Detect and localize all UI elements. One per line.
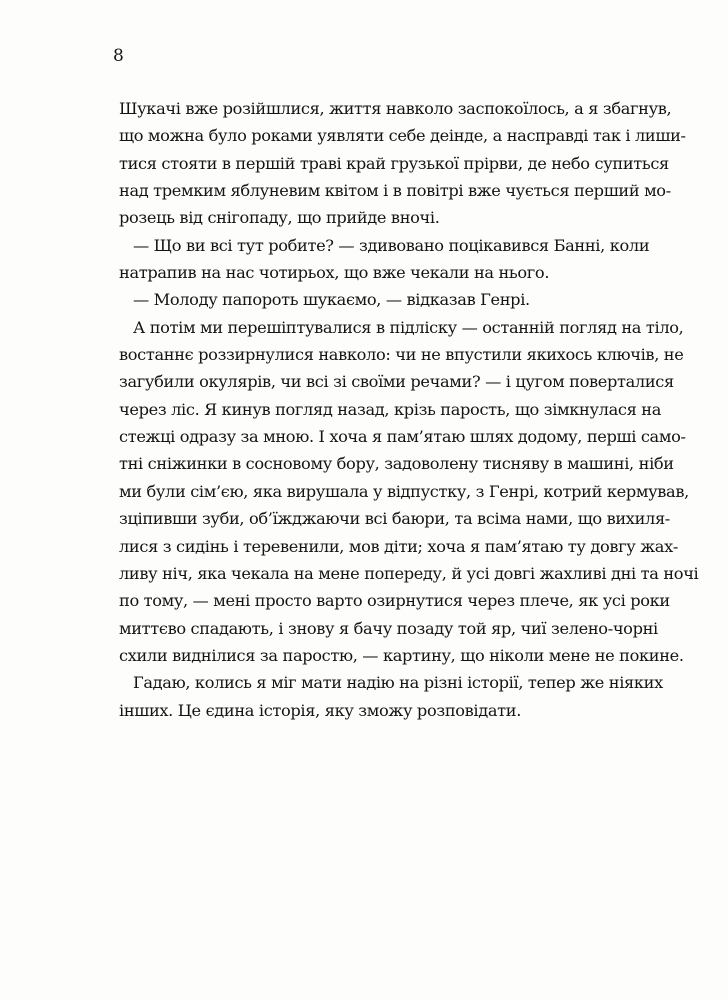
text-line: востаннє роззирнулися навколо: чи не впустили якихось ключів, не bbox=[119, 345, 684, 365]
text-line: що можна було роками уявляти себе деінде, а насправді так і лиши- bbox=[119, 126, 686, 146]
text-line: — Що ви всі тут робите? — здивовано поцікавився Банні, коли bbox=[133, 235, 650, 255]
text-line: Шукачі вже розійшлися, життя навколо заспокоїлось, а я збагнув, bbox=[119, 99, 672, 118]
text-line: лися з сидінь і теревенили, мов діти; хоча я пам’ятаю ту довгу жах- bbox=[119, 536, 678, 556]
text-line: — Молоду папороть шукаємо, — відказав Генрі. bbox=[133, 290, 530, 310]
text-line: зціпивши зуби, об’їжджаючи всі баюри, та всіма нами, що вихиля- bbox=[119, 509, 670, 529]
text-line: по тому, — мені просто варто озирнутися через плече, як усі роки bbox=[119, 591, 670, 611]
text-line: над тремким яблуневим квітом і в повітрі вже чується перший мо- bbox=[119, 181, 671, 201]
text-line: тися стояти в першій траві край грузької прірви, де небо супиться bbox=[119, 153, 669, 173]
text-line: розець від снігопаду, що прийде вночі. bbox=[119, 208, 440, 228]
text-line: загубили окулярів, чи всі зі своїми речами? — і цугом поверталися bbox=[119, 372, 674, 392]
body-text bbox=[119, 95, 699, 724]
text-line: миттєво спадають, і знову я бачу позаду той яр, чиї зелено-чорні bbox=[119, 618, 658, 638]
text-line: натрапив на нас чотирьох, що вже чекали на нього. bbox=[119, 263, 550, 283]
text-line: через ліс. Я кинув погляд назад, крізь парость, що зімкнулася на bbox=[119, 399, 661, 419]
text-line: ми були сім’єю, яка вирушала у відпустку, з Генрі, котрий кермував, bbox=[119, 481, 689, 501]
text-line: А потім ми перешіптувалися в підліску — останній погляд на тіло, bbox=[133, 317, 684, 337]
text-line: тні сніжинки в сосновому бору, задоволену тисняву в машині, ніби bbox=[119, 454, 674, 474]
text-line: ливу ніч, яка чекала на мене попереду, й усі довгі жахливі дні та ночі bbox=[119, 563, 699, 583]
text-line: стежці одразу за мною. І хоча я пам’ятаю шлях додому, перші само- bbox=[119, 427, 686, 447]
text-line: Гадаю, колись я міг мати надію на різні історії, тепер же ніяких bbox=[133, 673, 663, 693]
text-line: схили виднілися за паростю, — картину, що ніколи мене не покине. bbox=[119, 645, 684, 665]
page-number: 8 bbox=[113, 46, 124, 66]
text-line: інших. Це єдина історія, яку зможу розповідати. bbox=[119, 700, 522, 720]
